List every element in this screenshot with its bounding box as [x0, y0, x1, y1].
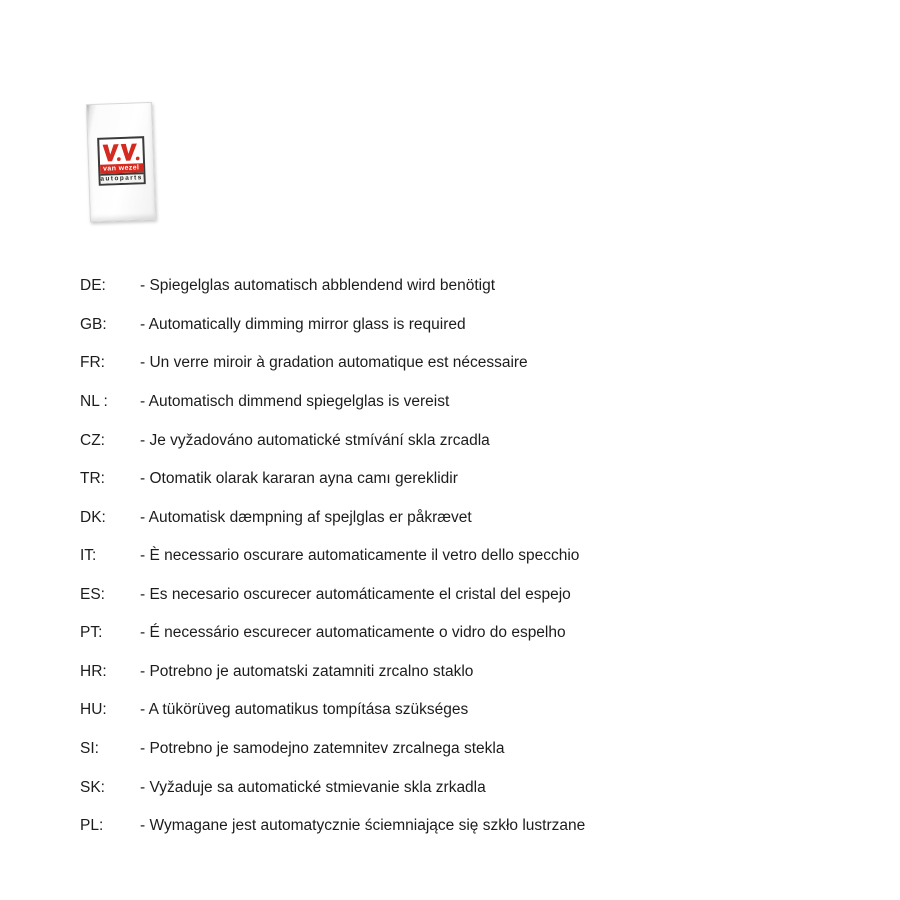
note-text: - Vyžaduje sa automatické stmievanie skla zrkadla	[140, 778, 486, 796]
brand-logo-card	[86, 102, 156, 222]
note-row	[80, 653, 800, 692]
language-code: IT:	[80, 547, 97, 565]
note-row	[80, 460, 800, 499]
note-row	[80, 306, 800, 345]
vv-mark-icon	[99, 138, 143, 165]
note-text: - Spiegelglas automatisch abblendend wird benötigt	[140, 277, 496, 295]
note-text: - Es necesario oscurecer automáticamente el cristal del espejo	[140, 585, 571, 603]
language-code: SI:	[80, 740, 99, 758]
note-text: - Un verre miroir à gradation automatique est nécessaire	[140, 354, 528, 372]
note-text: - È necessario oscurare automaticamente il vetro dello specchio	[140, 547, 580, 565]
language-code: DK:	[80, 508, 106, 526]
language-code: PL:	[80, 817, 104, 835]
van-wezel-logo	[97, 136, 146, 186]
note-row	[80, 807, 800, 846]
note-row	[80, 344, 800, 383]
brand-sub-label: autoparts	[100, 172, 143, 183]
language-code: PT:	[80, 624, 103, 642]
note-row	[80, 730, 800, 769]
note-text: - Potrebno je automatski zatamniti zrcalno staklo	[140, 662, 474, 680]
note-row	[80, 383, 800, 422]
note-text: - Automatically dimming mirror glass is required	[140, 315, 466, 333]
language-code: HR:	[80, 662, 107, 680]
language-code: TR:	[80, 470, 105, 488]
note-row	[80, 614, 800, 653]
note-text: - É necessário escurecer automaticamente o vidro do espelho	[140, 624, 566, 642]
note-text: - A tükörüveg automatikus tompítása szükséges	[140, 701, 469, 719]
note-row	[80, 768, 800, 807]
note-text: - Automatisk dæmpning af spejlglas er påkrævet	[140, 508, 472, 526]
language-code: CZ:	[80, 431, 105, 449]
brand-name-label: van wezel	[100, 163, 143, 173]
language-code: ES:	[80, 585, 105, 603]
note-text: - Potrebno je samodejno zatemnitev zrcalnega stekla	[140, 740, 505, 758]
language-code: FR:	[80, 354, 105, 372]
language-code: DE:	[80, 277, 106, 295]
note-text: - Wymagane jest automatycznie ściemniające się szkło lustrzane	[140, 817, 586, 835]
language-code: GB:	[80, 315, 107, 333]
note-text: - Je vyžadováno automatické stmívání skla zrcadla	[140, 431, 490, 449]
note-row	[80, 498, 800, 537]
language-code: SK:	[80, 778, 105, 796]
note-row	[80, 537, 800, 576]
note-row	[80, 691, 800, 730]
note-row	[80, 421, 800, 460]
note-text: - Otomatik olarak kararan ayna camı gereklidir	[140, 470, 458, 488]
note-row	[80, 576, 800, 615]
translations-list	[80, 267, 800, 845]
language-code: HU:	[80, 701, 107, 719]
note-text: - Automatisch dimmend spiegelglas is vereist	[140, 392, 450, 410]
note-row	[80, 267, 800, 306]
language-code: NL :	[80, 392, 108, 410]
